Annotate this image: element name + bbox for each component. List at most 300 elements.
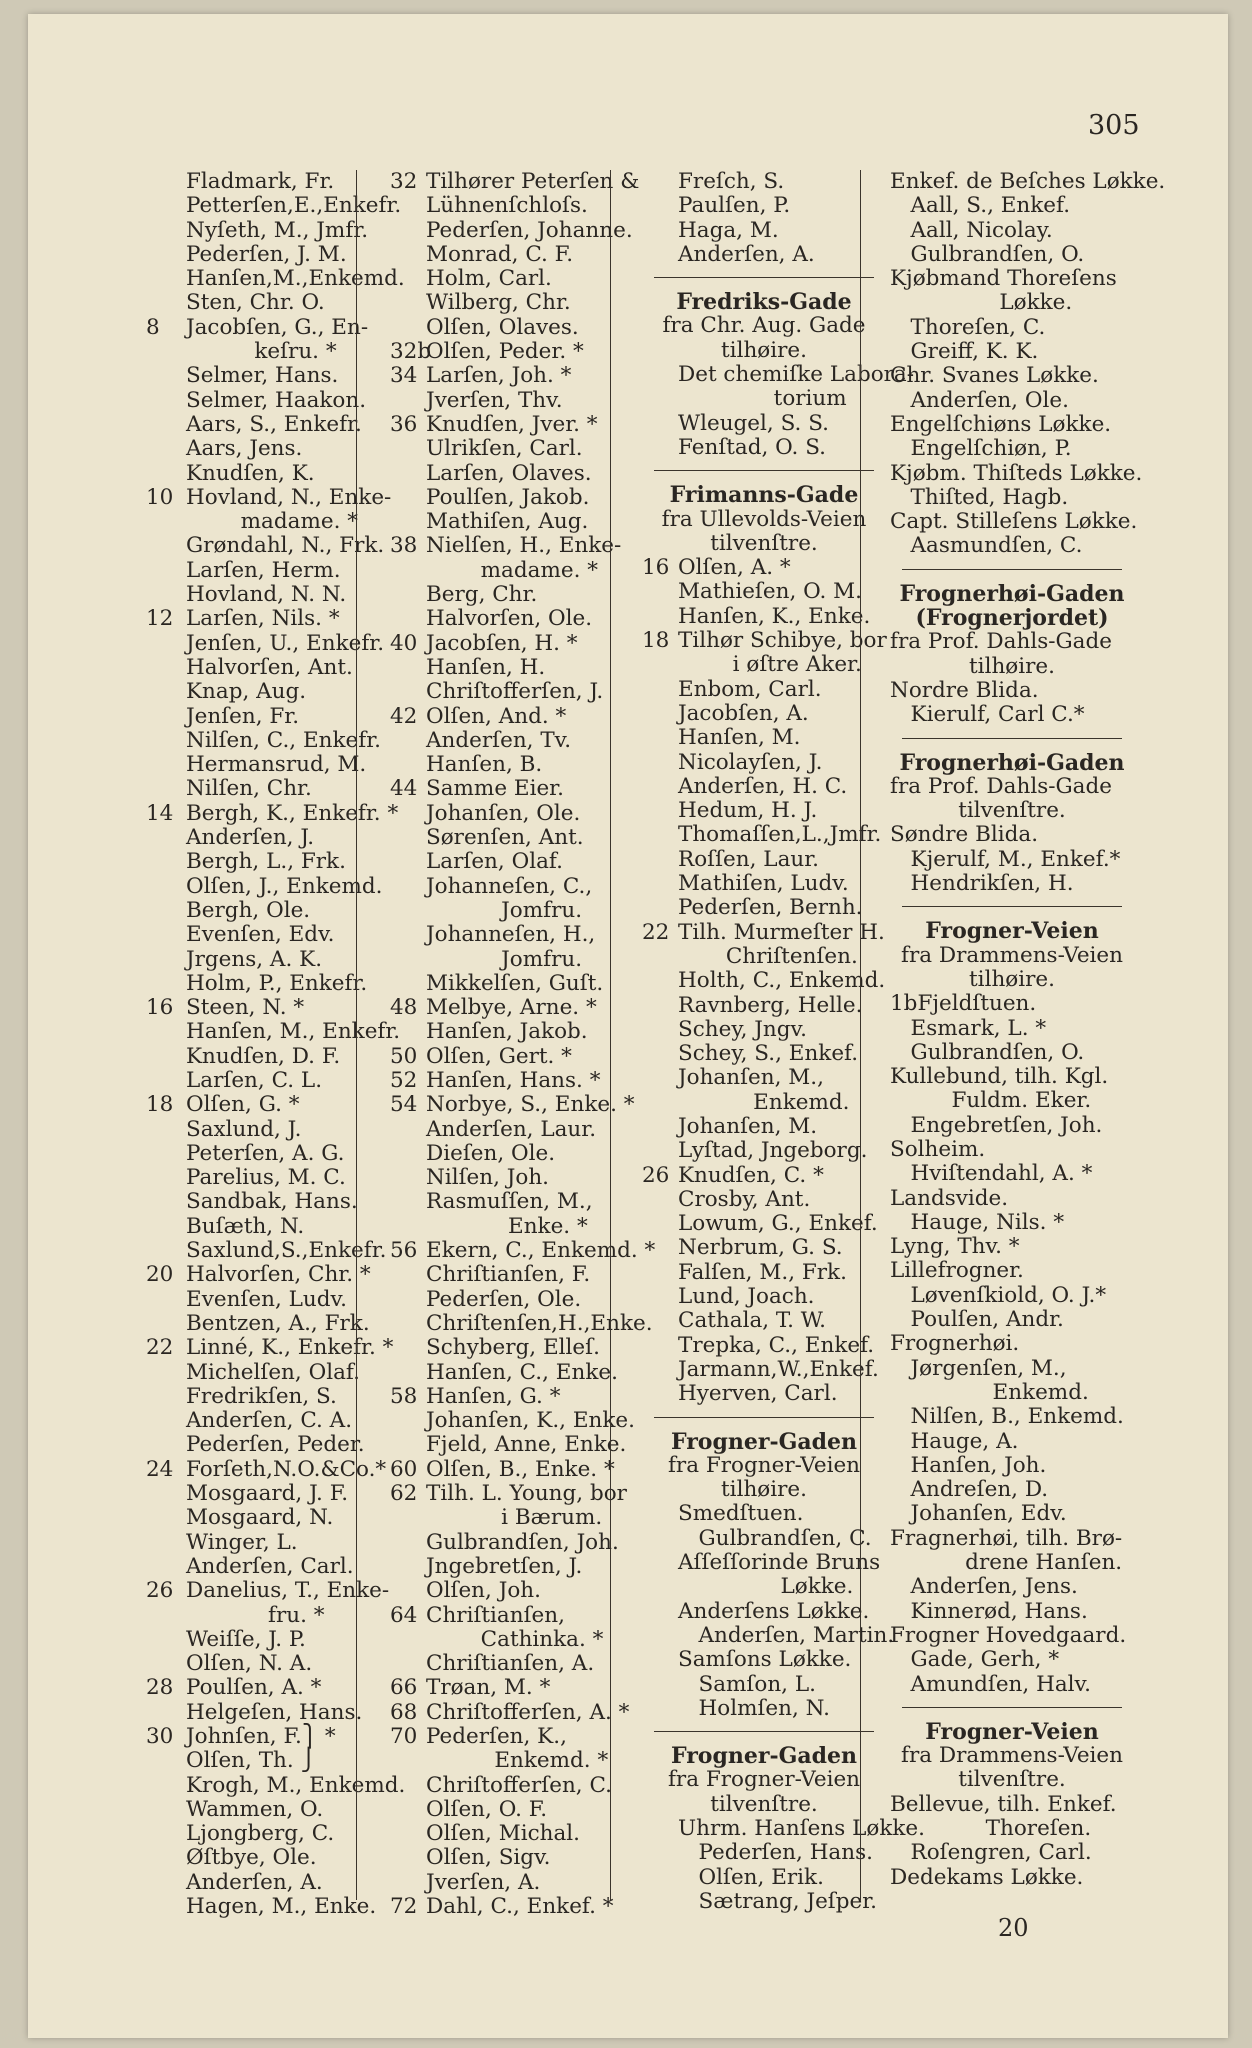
resident-entry	[390, 1871, 638, 1895]
resident-entry	[146, 996, 386, 1020]
resident-entry	[642, 1212, 886, 1236]
entry-text: Anderſen, Martin.	[678, 1622, 895, 1648]
entry-text: Solheim.	[890, 1136, 986, 1162]
street-direction: tilvenſtre.	[958, 1767, 1066, 1793]
resident-entry	[390, 1336, 638, 1360]
resident-entry	[390, 1822, 638, 1846]
entry-text: Wilberg, Chr.	[426, 290, 571, 316]
resident-entry	[146, 1019, 401, 1045]
entry-text: Hagen, M., Enke.	[186, 1894, 377, 1920]
entry-text: Danelius, T., Enke-	[186, 1578, 390, 1604]
house-number: 18	[642, 628, 670, 654]
resident-entry	[642, 921, 886, 945]
resident-entry	[642, 1382, 886, 1406]
entry-text: Mosgaard, N.	[186, 1505, 334, 1531]
entry-text: Pederſen, K.,	[426, 1724, 567, 1749]
entry-text: Tilhører Peterſen &	[426, 169, 640, 194]
entry-text: Hermansrud, M.	[186, 752, 367, 778]
resident-entry	[890, 1648, 1134, 1672]
resident-entry	[390, 510, 638, 534]
entry-text: Fragnerhøi, tilh. Brø-	[890, 1525, 1123, 1551]
entry-text: Anderſen, Tv.	[426, 727, 572, 753]
resident-entry	[642, 751, 886, 775]
resident-entry	[390, 1020, 638, 1044]
entry-text: Lund, Joach.	[678, 1284, 815, 1310]
resident-entry	[642, 387, 886, 411]
entry-text: Pederſen, Hans.	[678, 1840, 873, 1866]
resident-entry	[390, 972, 638, 996]
entry-text: Chriſtofferſen, J.	[426, 679, 604, 705]
house-number: 8	[146, 314, 160, 340]
street-direction: tilvenſtre.	[710, 530, 818, 556]
resident-entry	[890, 243, 1134, 267]
entry-text: Engebretſen, Joh.	[890, 1112, 1103, 1138]
entry-text: Bergh, K., Enkefr. *	[186, 800, 399, 826]
entry-text: Berg, Chr.	[426, 582, 538, 608]
entry-text: Gulbrandſen, C.	[678, 1525, 872, 1551]
entry-text: Fenſtad, O. S.	[678, 434, 826, 460]
entry-text: Capt. Stilleſens Løkke.	[890, 509, 1138, 535]
entry-text: Olſen, Joh.	[426, 1578, 541, 1604]
resident-entry	[390, 486, 638, 510]
entry-text: Jacobſen, G., En-	[186, 314, 369, 340]
entry-text: Buſæth, N.	[186, 1213, 305, 1239]
resident-entry	[146, 1604, 386, 1628]
resident-entry	[146, 510, 386, 534]
resident-entry	[642, 1236, 886, 1260]
resident-entry	[146, 705, 386, 729]
resident-entry	[146, 1433, 386, 1457]
entry-text: Trøan, M. *	[426, 1675, 551, 1701]
resident-entry	[642, 1551, 886, 1575]
street-direction: tilvenſtre.	[958, 798, 1066, 824]
resident-entry	[146, 875, 386, 899]
entry-text: fru. *	[186, 1602, 325, 1628]
street-heading: Fredriks-Gade	[676, 289, 852, 316]
resident-entry	[890, 1600, 1134, 1624]
resident-entry	[642, 362, 915, 388]
entry-text: Mathiſen, Ludv.	[678, 871, 849, 897]
house-number: 52	[390, 1067, 418, 1093]
page-number: 305	[1088, 110, 1140, 141]
resident-entry	[146, 680, 386, 704]
entry-text: Kullebund, tilh. Kgl.	[890, 1064, 1109, 1090]
entry-text: Freſch, S.	[678, 169, 785, 194]
column-4	[890, 169, 1166, 1890]
column-divider	[610, 170, 611, 1900]
entry-text: Knap, Aug.	[186, 679, 307, 705]
entry-text: Johanneſen, H.,	[426, 922, 596, 948]
entry-text: Lillefrogner.	[890, 1258, 1024, 1284]
resident-entry	[390, 777, 638, 801]
entry-text: Enkemd. *	[426, 1748, 609, 1774]
entry-text: Hanſen, Jakob.	[426, 1019, 588, 1045]
resident-entry	[642, 1164, 886, 1188]
resident-entry	[390, 462, 638, 486]
resident-entry	[390, 1409, 638, 1433]
column-divider	[356, 170, 357, 1900]
entry-text: Hanſen, H.	[426, 654, 546, 680]
entry-text: Knudſen, K.	[186, 460, 315, 486]
entry-text: Pederſen, Ole.	[426, 1286, 582, 1312]
resident-entry	[390, 1361, 638, 1385]
resident-entry	[642, 1261, 886, 1285]
resident-entry	[390, 875, 638, 899]
resident-entry	[146, 948, 386, 972]
resident-entry	[890, 291, 1134, 315]
entry-text: Jenſen, U., Enkefr.	[186, 630, 385, 656]
entry-text: Sten, Chr. O.	[186, 290, 325, 316]
section-rule	[654, 1417, 874, 1418]
resident-entry	[890, 1017, 1134, 1041]
entry-text: Jrgens, A. K.	[186, 946, 323, 972]
resident-entry	[890, 1841, 1134, 1865]
entry-text: Trepka, C., Enkef.	[678, 1332, 875, 1358]
entry-text: Jenſen, Fr.	[186, 703, 300, 729]
entry-text: Chriſtianſen, F.	[426, 1262, 591, 1288]
resident-entry	[642, 580, 886, 604]
entry-text: Anderſens Løkke.	[678, 1598, 870, 1624]
resident-entry	[390, 413, 638, 437]
resident-entry	[642, 994, 886, 1018]
resident-entry	[642, 1358, 886, 1382]
resident-entry	[642, 1600, 886, 1624]
house-number: 22	[642, 919, 670, 945]
entry-text: Engelſchiøn, P.	[890, 436, 1072, 462]
resident-entry	[890, 534, 1134, 558]
street-heading: Frognerhøi-Gaden	[899, 749, 1125, 776]
resident-entry	[390, 1749, 638, 1773]
street-heading: Frogner-Gaden	[670, 1743, 857, 1770]
resident-entry	[390, 534, 638, 558]
resident-entry	[146, 1239, 386, 1263]
entry-text: Haga, M.	[678, 217, 779, 243]
entry-text: Anderſen, Carl.	[186, 1553, 354, 1579]
resident-entry	[890, 1502, 1134, 1526]
resident-entry	[390, 948, 638, 972]
resident-entry	[146, 534, 386, 558]
house-number: 16	[642, 555, 670, 581]
street-direction: fra Drammens-Veien	[900, 942, 1124, 968]
resident-entry	[390, 1579, 638, 1603]
resident-entry	[890, 1187, 1134, 1211]
entry-text: Knudſen, C. *	[678, 1162, 824, 1188]
entry-text: Mosgaard, J. F.	[186, 1481, 349, 1507]
resident-entry	[390, 1288, 638, 1312]
entry-text: Peterſen, A. G.	[186, 1140, 345, 1166]
resident-entry	[390, 1774, 638, 1798]
entry-text: Anderſen, J.	[186, 825, 315, 851]
resident-entry	[890, 848, 1134, 872]
entry-text: Samme Eier.	[426, 776, 564, 802]
resident-entry	[390, 437, 638, 461]
entry-text: Jarmann,W.,Enkef.	[678, 1356, 879, 1382]
entry-text: Hanſen, G. *	[426, 1383, 561, 1409]
entry-text: Rasmuſſen, M.,	[426, 1189, 593, 1215]
resident-entry	[146, 219, 386, 243]
section-rule	[654, 1731, 874, 1732]
resident-entry	[390, 632, 638, 656]
column-3	[642, 169, 925, 1914]
entry-text: Johanſen, K., Enke.	[426, 1408, 635, 1434]
entry-text: Sætrang, Jeſper.	[678, 1888, 877, 1914]
house-number: 58	[390, 1383, 418, 1409]
house-number: 72	[390, 1894, 418, 1920]
resident-entry	[642, 629, 886, 653]
resident-entry	[890, 1041, 1134, 1065]
street-direction: fra Frogner-Veien	[667, 1767, 861, 1793]
resident-entry	[890, 1114, 1134, 1138]
resident-entry	[146, 1628, 386, 1652]
entry-text: Gade, Gerh, *	[890, 1647, 1060, 1673]
entry-text: Sandbak, Hans.	[186, 1189, 358, 1215]
resident-entry	[642, 1648, 886, 1672]
entry-text: i øſtre Aker.	[678, 652, 862, 678]
entry-text: Tilh. L. Young, bor	[426, 1481, 627, 1507]
resident-entry	[146, 1482, 386, 1506]
entry-text: torium	[678, 386, 847, 412]
resident-entry	[146, 1263, 386, 1287]
house-number: 32b	[390, 339, 432, 365]
entry-text: Chriſtenſen,H.,Enke.	[426, 1310, 653, 1336]
resident-entry	[890, 1259, 1134, 1283]
entry-text: Norbye, S., Enke. *	[426, 1092, 635, 1118]
resident-entry	[146, 826, 386, 850]
resident-entry	[890, 1162, 1134, 1186]
street-direction: fra Frogner-Veien	[667, 1452, 861, 1478]
entry-text: Olſen, A. *	[678, 555, 791, 581]
house-number: 60	[390, 1456, 418, 1482]
entry-text: Olſen, O. F.	[426, 1796, 548, 1822]
entry-text: Anderſen, Ole.	[890, 387, 1069, 413]
resident-entry	[890, 1138, 1134, 1162]
resident-entry	[146, 1190, 386, 1214]
entry-text: Chriſtianſen, A.	[426, 1651, 595, 1677]
entry-text: fra Prof. Dahls-Gade	[890, 629, 1112, 655]
entry-text: Anderſen, C. A.	[186, 1408, 353, 1434]
entry-text: Pederſen, Peder.	[186, 1432, 365, 1458]
entry-text: Cathinka. *	[426, 1626, 604, 1652]
entry-text: Larſen, Nils. *	[186, 606, 340, 632]
resident-entry	[890, 872, 1134, 896]
entry-text: Thoreſen, C.	[890, 314, 1046, 340]
resident-entry	[146, 1312, 386, 1336]
entry-text: Bergh, Ole.	[186, 897, 311, 923]
entry-text: Steen, N. *	[186, 995, 305, 1021]
resident-entry	[890, 1235, 1134, 1259]
street-heading: Frogner-Gaden	[670, 1428, 857, 1455]
house-number: 28	[146, 1675, 174, 1701]
column-divider	[860, 170, 861, 1900]
entry-text: Hovland, N., Enke-	[186, 484, 392, 510]
resident-entry	[146, 1531, 386, 1555]
entry-text: Olſen, Michal.	[426, 1821, 581, 1847]
entry-text: Dedekams Løkke.	[890, 1864, 1084, 1890]
entry-text: Nilſen, C., Enkefr.	[186, 727, 381, 753]
resident-entry	[642, 1066, 886, 1090]
resident-entry	[642, 1334, 886, 1358]
street-direction: tilvenſtre.	[710, 1791, 818, 1817]
entry-text: Greiff, K. K.	[890, 339, 1039, 365]
resident-entry	[146, 1118, 386, 1142]
resident-entry	[890, 194, 1134, 218]
house-number: 68	[390, 1699, 418, 1725]
section-rule	[902, 1707, 1122, 1708]
house-number: 36	[390, 411, 418, 437]
entry-text: Chr. Svanes Løkke.	[890, 363, 1099, 389]
resident-entry	[390, 1846, 638, 1870]
entry-text: Hedum, H. J.	[678, 798, 818, 824]
resident-entry	[390, 243, 638, 267]
resident-entry	[146, 559, 386, 583]
section-rule	[654, 470, 874, 471]
resident-entry	[390, 1385, 638, 1409]
entry-text: Anderſen, Jens.	[890, 1574, 1078, 1600]
resident-entry	[146, 607, 386, 631]
house-number: 70	[390, 1724, 418, 1749]
entry-text: Hendrikſen, H.	[890, 871, 1074, 897]
resident-entry	[146, 1725, 386, 1749]
resident-entry	[642, 678, 886, 702]
resident-entry	[890, 1211, 1134, 1235]
entry-text: Thoreſen.	[890, 1816, 1092, 1841]
resident-entry	[146, 243, 386, 267]
resident-entry	[390, 583, 638, 607]
resident-entry	[642, 775, 886, 799]
entry-text: Løkke.	[678, 1574, 854, 1600]
street-direction: tilhøire.	[721, 337, 807, 363]
entry-text: Pederſen, J. M.	[186, 241, 347, 267]
entry-text: Jomfru.	[426, 946, 583, 972]
entry-text: Anderſen, H. C.	[678, 773, 848, 799]
house-number: 16	[146, 995, 174, 1021]
resident-entry	[642, 848, 886, 872]
resident-entry	[390, 194, 638, 218]
section-rule	[902, 569, 1122, 570]
resident-entry	[642, 412, 886, 436]
resident-entry	[146, 1555, 386, 1579]
resident-entry	[146, 1749, 386, 1773]
house-number: 40	[390, 630, 418, 656]
entry-text: Roſſen, Laur.	[678, 846, 819, 872]
entry-text: Hanſen, M., Enkefr.	[186, 1019, 401, 1045]
house-number: 14	[146, 800, 174, 826]
entry-text: Aall, Nicolay.	[890, 217, 1053, 243]
entry-text: Hauge, Nils. *	[890, 1209, 1065, 1235]
entry-text: Lyſtad, Jngeborg.	[678, 1138, 868, 1164]
entry-text: Samſon, L.	[678, 1671, 816, 1697]
street-heading: (Frognerjordet)	[915, 605, 1109, 632]
resident-entry	[890, 1793, 1134, 1817]
resident-entry	[890, 437, 1134, 461]
resident-entry	[890, 1624, 1134, 1648]
resident-entry	[890, 1284, 1134, 1308]
resident-entry	[890, 1866, 1134, 1890]
entry-text: Hanſen,M.,Enkemd.	[186, 266, 405, 292]
entry-text: Hanſen, Hans. *	[426, 1067, 601, 1093]
entry-text: Larſen, Herm.	[186, 557, 341, 583]
entry-text: Nielſen, H., Enke-	[426, 533, 622, 559]
entry-text: Tilh. Murmeſter H.	[678, 919, 885, 945]
entry-text: Hauge, A.	[890, 1428, 1019, 1454]
resident-entry	[890, 509, 1138, 535]
resident-entry	[642, 1018, 886, 1042]
resident-entry	[390, 1458, 638, 1482]
street-heading: Frognerhøi-Gaden	[899, 580, 1125, 607]
resident-entry	[146, 1772, 406, 1798]
entry-text: Lowum, G., Enkef.	[678, 1211, 878, 1237]
resident-entry	[890, 1381, 1134, 1405]
house-number: 56	[390, 1238, 418, 1264]
entry-text: Kinnerød, Hans.	[890, 1598, 1088, 1624]
entry-text: Olſen, B., Enke. *	[426, 1456, 615, 1482]
house-number: 44	[390, 776, 418, 802]
house-number: 26	[146, 1578, 174, 1604]
entry-text: Jacobſen, H. *	[426, 630, 578, 656]
entry-text: Hanſen, B.	[426, 752, 543, 778]
resident-entry	[146, 1798, 386, 1822]
resident-entry	[146, 1652, 386, 1676]
entry-text: Cathala, T. W.	[678, 1308, 826, 1334]
resident-entry	[390, 850, 638, 874]
entry-text: Olſen, Olaves.	[426, 314, 579, 340]
resident-entry	[642, 945, 886, 969]
entry-text: Knudſen, Jver. *	[426, 411, 598, 437]
entry-text: Mikkelſen, Guſt.	[426, 970, 604, 996]
resident-entry	[390, 364, 638, 388]
entry-text: Knudſen, D. F.	[186, 1043, 341, 1069]
resident-entry	[642, 823, 886, 847]
resident-entry	[642, 605, 886, 629]
entry-text: Aars, Jens.	[186, 436, 303, 462]
street-heading: Frimanns-Gade	[669, 482, 859, 509]
resident-entry	[642, 436, 886, 460]
resident-entry	[390, 753, 638, 777]
resident-entry	[890, 364, 1134, 388]
resident-entry	[390, 1118, 638, 1142]
entry-text: Pederſen, Bernh.	[678, 895, 863, 921]
house-number: 32	[390, 169, 418, 194]
resident-entry	[146, 1288, 386, 1312]
entry-text: Olſen, Gert. *	[426, 1043, 572, 1069]
entry-text: Enkemd.	[890, 1379, 1089, 1405]
resident-entry	[890, 1551, 1134, 1575]
entry-text: fra Prof. Dahls-Gade	[890, 773, 1112, 799]
street-heading: Frogner-Veien	[925, 1718, 1099, 1745]
entry-text: Hyerven, Carl.	[678, 1381, 838, 1407]
entry-text: Anderſen, Laur.	[426, 1116, 597, 1142]
resident-entry	[146, 437, 386, 461]
entry-text: Kjøbmand Thoreſens	[890, 266, 1117, 292]
resident-entry	[890, 1673, 1134, 1697]
entry-text: Olſen, Erik.	[678, 1864, 824, 1890]
resident-entry	[890, 486, 1134, 510]
signature-mark: 20	[998, 1914, 1029, 1942]
resident-entry	[642, 653, 886, 677]
resident-entry	[642, 1816, 925, 1841]
resident-entry	[642, 243, 886, 267]
entry-text: i Bærum.	[426, 1505, 603, 1531]
entry-text: Holm, P., Enkefr.	[186, 970, 368, 996]
entry-text: Bergh, L., Frk.	[186, 849, 346, 875]
entry-text: Forſeth,N.O.&Co.*	[186, 1456, 387, 1482]
resident-entry	[390, 1555, 638, 1579]
resident-entry	[390, 1701, 638, 1725]
resident-entry	[390, 170, 638, 194]
resident-entry	[146, 1215, 386, 1239]
resident-entry	[890, 1817, 1134, 1841]
entry-text: Evenſen, Edv.	[186, 922, 335, 948]
